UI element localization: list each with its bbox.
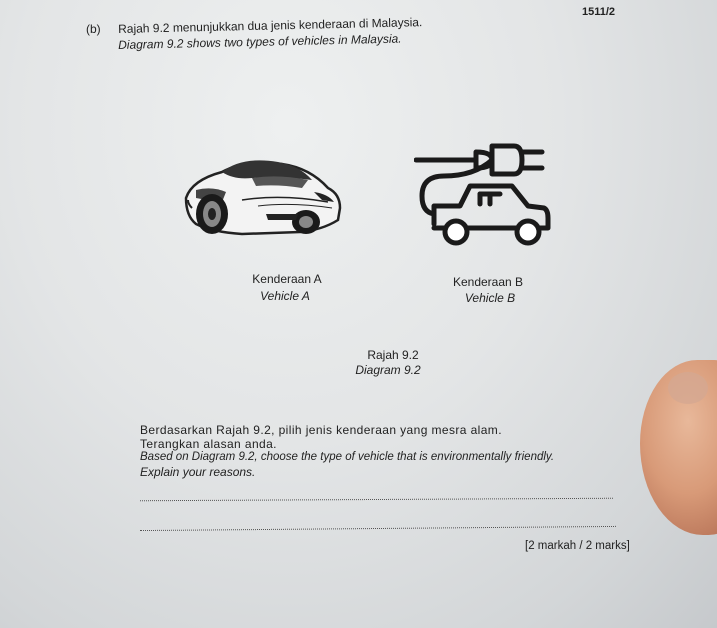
instruction-malay-line1: Berdasarkan Rajah 9.2, pilih jenis kenderaan yang mesra alam. xyxy=(140,423,502,437)
instruction-english-line2: Explain your reasons. xyxy=(140,465,256,479)
question-text-english: Diagram 9.2 shows two types of vehicles in Malaysia. xyxy=(118,31,402,52)
paper-code: 1511/2 xyxy=(582,6,616,18)
instruction-english-line1: Based on Diagram 9.2, choose the type of vehicle that is environmentally friendly. xyxy=(140,451,555,463)
marks-label: [2 markah / 2 marks] xyxy=(525,540,630,552)
sports-car-icon xyxy=(182,150,344,242)
vehicle-a-label-english: Vehicle A xyxy=(260,289,310,303)
vehicle-b-label-english: Vehicle B xyxy=(464,291,516,305)
answer-line-1[interactable] xyxy=(140,498,613,501)
diagram-caption-english: Diagram 9.2 xyxy=(355,363,421,377)
question-part-label: (b) xyxy=(86,22,101,36)
diagram-caption-malay: Rajah 9.2 xyxy=(367,348,419,362)
fingernail xyxy=(668,372,708,404)
question-text-malay: Rajah 9.2 menunjukkan dua jenis kenderaan di Malaysia. xyxy=(118,15,423,36)
vehicle-a-label-malay: Kenderaan A xyxy=(252,272,322,286)
instruction-malay-line2: Terangkan alasan anda. xyxy=(140,437,277,451)
vehicle-b-label-malay: Kenderaan B xyxy=(452,275,524,289)
electric-car-plug-icon xyxy=(414,138,554,256)
answer-line-2[interactable] xyxy=(140,526,616,531)
